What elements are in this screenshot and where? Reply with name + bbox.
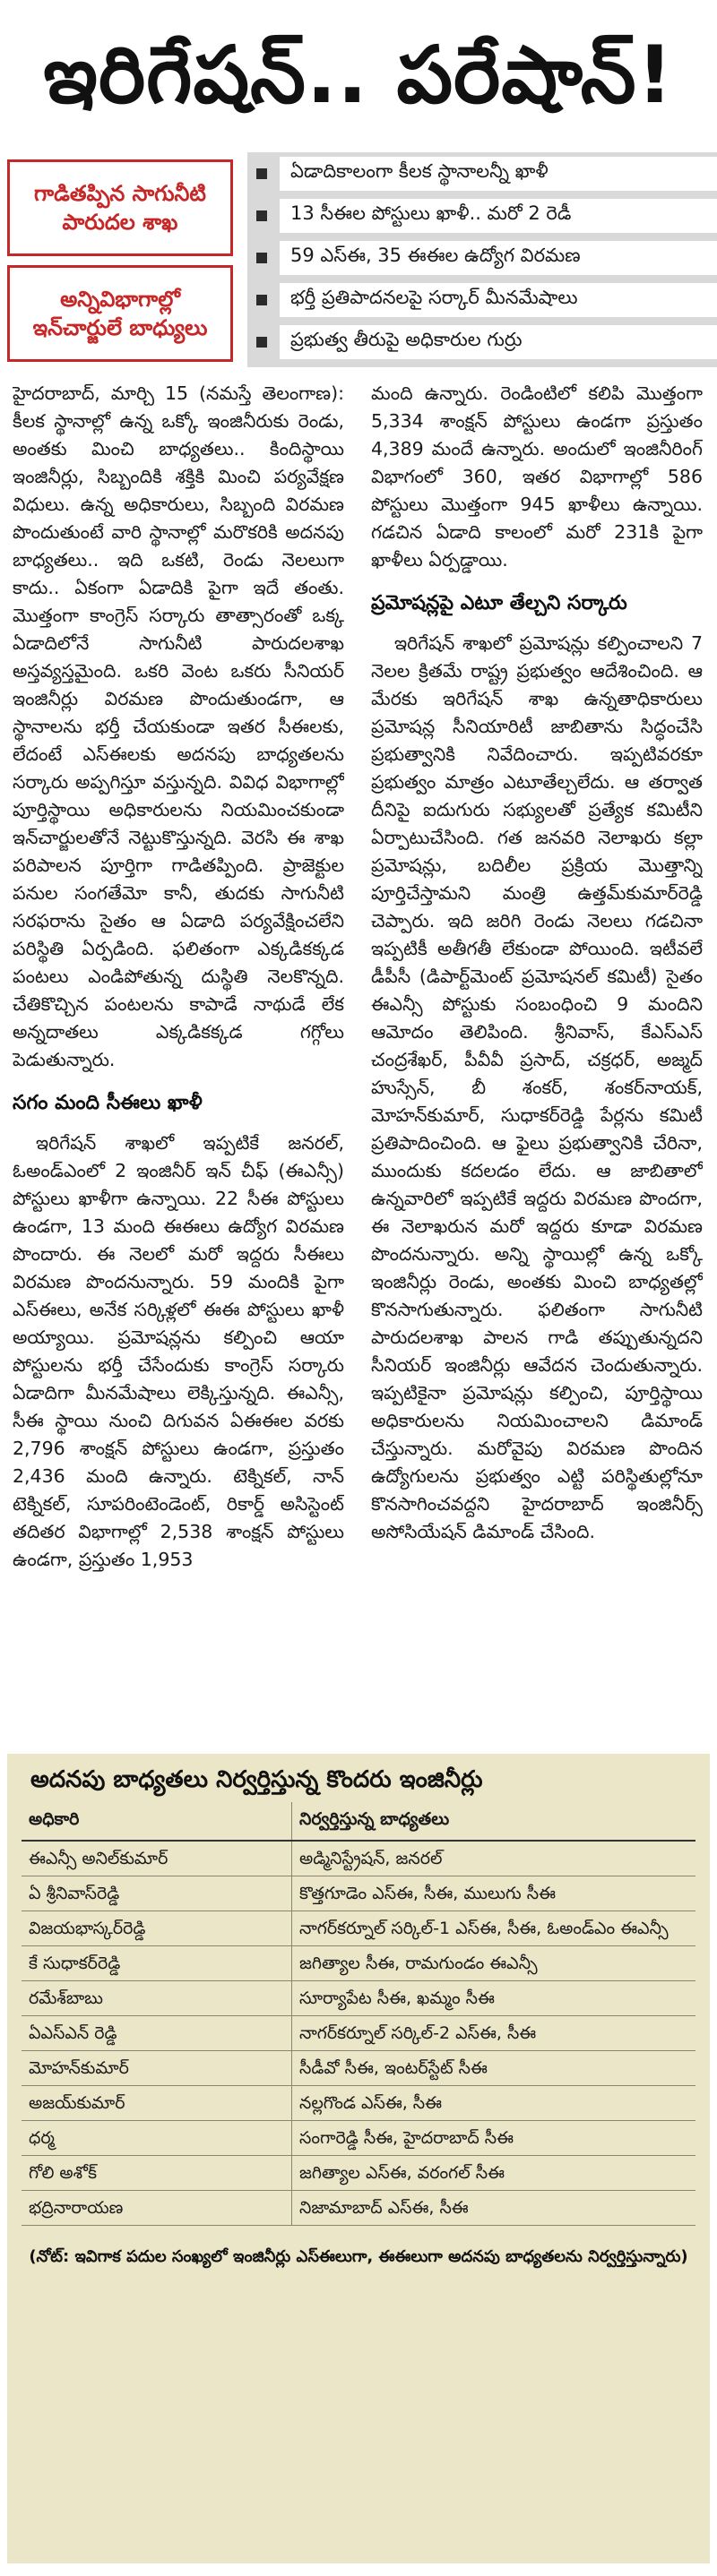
table-row <box>22 2051 695 2086</box>
highlight-tags <box>0 152 240 367</box>
officer-cell: అజయ్‌కుమార్‌ <box>22 2086 292 2121</box>
bullet-text: ఏడాదికాలంగా కీలక స్థానాలన్నీ ఖాళీ <box>280 157 717 191</box>
duties-cell: సూర్యాపేట సీఈ, ఖమ్మం సీఈ <box>292 1981 696 2016</box>
table-row <box>22 2016 695 2051</box>
duties-cell: కొత్తగూడెం ఎస్‌ఈ, సీఈ, ములుగు సీఈ <box>292 1876 696 1911</box>
duties-cell: జగిత్యాల ఎస్‌ఈ, వరంగల్‌ సీఈ <box>292 2156 696 2191</box>
headline: ఇరిగేషన్.. పరేషాన్! <box>43 29 674 121</box>
officer-cell: ఈఎన్సీ అనిల్‌కుమార్‌ <box>22 1841 292 1876</box>
additional-duties-box <box>7 1754 710 2563</box>
square-bullet-icon <box>256 210 267 221</box>
bullet-item <box>247 240 717 276</box>
table-row <box>22 1911 695 1946</box>
article-paragraph: హైదరాబాద్, మార్చి 15 (నమస్తే తెలంగాణ): కీలక స్థానాల్లో ఉన్న ఒక్కో ఇంజినీరుకు రెండు, అంతకు మించి బాధ్యతలు.. కిందిస్థాయి ఇంజినీర్లు, సిబ్బందికి శక్తికి మించి పర్యవేక్షణ విధులు. ఉన్న అధికారులు, సిబ్బంది విరమణ పొందుతుంటే వారి స్థానాల్లో మరొకరికి అదనపు బాధ్యతలు.. ఇది ఒకటి, రెండు నెలలుగా కాదు.. ఏకంగా ఏడాదికి పైగా ఇదే తంతు. మొత్తంగా కాంగ్రెస్‌ సర్కారు తాత్సారంతో ఒక్క ఏడాదిలోనే సాగునీటి పారుదలశాఖ అస్తవ్యస్తమైంది. ఒకరి వెంట ఒకరు సీనియర్‌ ఇంజినీర్లు విరమణ పొందుతుండగా, ఆ స్థానాలను భర్తీ చేయకుండా ఇతర సీఈలకు, లేదంటే ఎస్‌ఈలకు అదనపు బాధ్యతలను సర్కారు అప్పగిస్తూ వస్తున్నది. వివిధ విభాగాల్లో పూర్తిస్థాయి అధికారులను నియమించకుండా ఇన్‌చార్జులతోనే నెట్టుకొస్తున్నది. వెరసి ఈ శాఖ పరిపాలన పూర్తిగా గాడితప్పింది. ప్రాజెక్టుల పనుల సంగతేమో కానీ, తుదకు సాగునీటి సరఫరాను సైతం ఆ ఏడాది పర్యవేక్షించలేని పరిస్థితి ఏర్పడింది. ఫలితంగా ఎక్కడికక్కడ పంటలు ఎండిపోతున్న దుస్థితి నెలకొన్నది. చేతికొచ్చిన పంటలను కాపాడే నాథుడే లేక అన్నదాతలు ఎక్కడికక్కడ గగ్గోలు పెడుతున్నారు. <box>13 382 344 1070</box>
duties-cell: నాగర్‌కర్నూల్‌ సర్కిల్‌-1 ఎస్‌ఈ, సీఈ, ఓఅండ్‌ఎం ఈఎన్సీ <box>292 1911 696 1946</box>
officer-cell: ఏఎస్‌ఎన్‌ రెడ్డి <box>22 2016 292 2051</box>
table-row <box>22 1841 695 1876</box>
highlight-tag: అన్నివిభాగాల్లో ఇన్‌చార్జులే బాధ్యులు <box>7 265 233 362</box>
square-bullet-icon <box>256 253 267 263</box>
officer-cell: గోలి అశోక్‌ <box>22 2156 292 2191</box>
officer-cell: ఏ శ్రీనివాస్‌రెడ్డి <box>22 1876 292 1911</box>
table-row <box>22 2086 695 2121</box>
table-row <box>22 1981 695 2016</box>
officer-cell: రమేశ్‌బాబు <box>22 1981 292 2016</box>
duties-cell: నిజామాబాద్‌ ఎస్‌ఈ, సీఈ <box>292 2191 696 2226</box>
officer-cell: కే సుధాకర్‌రెడ్డి <box>22 1946 292 1981</box>
duties-table <box>22 1802 695 2226</box>
table-row <box>22 1876 695 1911</box>
table-title: అదనపు బాధ్యతలు నిర్వర్తిస్తున్న కొందరు ఇంజినీర్లు <box>30 1766 483 1793</box>
table-header-row <box>22 1802 695 1841</box>
duties-cell: సంగారెడ్డి సీఈ, హైదరాబాద్‌ సీఈ <box>292 2121 696 2156</box>
column-header-duties: నిర్వర్తిస్తున్న బాధ్యతలు <box>292 1802 696 1841</box>
officer-cell: విజయభాస్కర్‌రెడ్డి <box>22 1911 292 1946</box>
table-row <box>22 2156 695 2191</box>
article-column-left <box>13 380 344 1729</box>
bullet-text: 59 ఎస్‌ఈ, 35 ఈఈల ఉద్యోగ విరమణ <box>280 241 717 275</box>
duties-cell: జగిత్యాల సీఈ, రామగుండం ఈఎన్సీ <box>292 1946 696 1981</box>
bullet-text: ప్రభుత్వ తీరుపై అధికారుల గుర్రు <box>280 325 717 359</box>
bullet-item <box>247 324 717 360</box>
bullet-item <box>247 198 717 234</box>
duties-cell: అడ్మినిస్ట్రేషన్‌, జనరల్‌ <box>292 1841 696 1876</box>
officer-cell: ధర్మ <box>22 2121 292 2156</box>
summary-banner <box>0 152 717 367</box>
article-paragraph: మంది ఉన్నారు. రెండింటిలో కలిపి మొత్తంగా 5,334 శాంక్షన్‌ పోస్టులు ఉండగా ప్రస్తుతం 4,389 మందే ఉన్నారు. అందులో ఇంజినీరింగ్‌ విభాగంలో 360, ఇతర విభాగాల్లో 586 పోస్టులు మొత్తంగా 945 ఖాళీలు ఉన్నాయి. గడచిన ఏడాది కాలంలో మరో 231కి పైగా ఖాళీలు ఏర్పడ్డాయి. <box>371 382 703 571</box>
section-subheading: ప్రమోషన్లపై ఎటూ తేల్చని సర్కారు <box>371 592 627 614</box>
table-row <box>22 2121 695 2156</box>
bullet-item <box>247 282 717 318</box>
bullet-text: 13 సీఈల పోస్టులు ఖాళీ.. మరో 2 రెడీ <box>280 199 717 233</box>
duties-cell: సీడీవో సీఈ, ఇంటర్‌స్టేట్‌ సీఈ <box>292 2051 696 2086</box>
bullet-item <box>247 156 717 192</box>
bullet-text: భర్తీ ప్రతిపాదనలపై సర్కార్‌ మీనమేషాలు <box>280 283 717 317</box>
article-paragraph: ఇరిగేషన్‌ శాఖలో ఇప్పటికే జనరల్, ఓఅండ్‌ఎంలో 2 ఇంజినీర్‌ ఇన్‌ చీఫ్‌ (ఈఎన్సీ) పోస్టులు ఖాళీగా ఉన్నాయి. 22 సీఈ పోస్టులు ఉండగా, 13 మంది ఈఈలు ఉద్యోగ విరమణ పొందారు. ఈ నెలలో మరో ఇద్దరు సీఈలు విరమణ పొందనున్నారు. 59 మందికి పైగా ఎస్‌ఈలు, అనేక సర్కిళ్లలో ఈఈ పోస్టులు ఖాళీ అయ్యాయి. ప్రమోషన్లను కల్పించి ఆయా పోస్టులను భర్తీ చేసేందుకు కాంగ్రెస్‌ సర్కారు ఏడాదిగా మీనమేషాలు లెక్కిస్తున్నది. ఈఎన్సీ, సీఈ స్థాయి నుంచి దిగువన ఏఈఈల వరకు 2,796 శాంక్షన్‌ పోస్టులు ఉండగా, ప్రస్తుతం 2,436 మంది ఉన్నారు. టెక్నికల్, నాన్‌ టెక్నికల్, సూపరింటెండెంట్, రికార్డ్‌ అసిస్టెంట్‌ తదితర విభాగాల్లో 2,538 శాంక్షన్‌ పోస్టులు ఉండగా, ప్రస్తుతం 1,953 <box>13 1132 344 1570</box>
officer-cell: మోహన్‌కుమార్‌ <box>22 2051 292 2086</box>
bullet-list <box>247 152 717 367</box>
officer-cell: భద్రినారాయణ <box>22 2191 292 2226</box>
section-subheading: సగం మంది సీఈలు ఖాళీ <box>13 1092 203 1114</box>
highlight-tag: గాడితప్పిన సాగునీటి పారుదల శాఖ <box>7 159 233 256</box>
square-bullet-icon <box>256 168 267 179</box>
square-bullet-icon <box>256 337 267 348</box>
duties-cell: నాగర్‌కర్నూల్‌ సర్కిల్‌-2 ఎస్‌ఈ, సీఈ <box>292 2016 696 2051</box>
article-column-right <box>371 380 703 1729</box>
table-footnote: (నోట్‌: ఇవిగాక పదుల సంఖ్యలో ఇంజినీర్లు ఎస్‌ఈలుగా, ఈఈలుగా అదనపు బాధ్యతలను నిర్వర్తిస్తున్నారు) <box>29 2247 688 2266</box>
table-row <box>22 2191 695 2226</box>
table-row <box>22 1946 695 1981</box>
square-bullet-icon <box>256 295 267 305</box>
column-header-officer: అధికారి <box>22 1802 292 1841</box>
article-paragraph: ఇరిగేషన్‌ శాఖలో ప్రమోషన్లు కల్పించాలని 7 నెలల క్రితమే రాష్ట్ర ప్రభుత్వం ఆదేశించింది. ఆ మేరకు ఇరిగేషన్‌ శాఖ ఉన్నతాధికారులు ప్రమోషన్ల సీనియారిటీ జాబితాను సిద్ధంచేసి ప్రభుత్వానికి నివేదించారు. ఇప్పటివరకూ ప్రభుత్వం మాత్రం ఎటూతేల్చలేదు. ఆ తర్వాత దీనిపై ఐదుగురు సభ్యులతో ప్రత్యేక కమిటీని ఏర్పాటుచేసింది. గత జనవరి నెలాఖరు కల్లా ప్రమోషన్లు, బదిలీల ప్రక్రియ మొత్తాన్ని పూర్తిచేస్తామని మంత్రి ఉత్తమ్‌కుమార్‌రెడ్డి చెప్పారు. ఇది జరిగి రెండు నెలలు గడచినా ఇప్పటికీ అతీగతీ లేకుండా పోయింది. ఇటీవలే డీపీసీ (డిపార్ట్‌మెంట్‌ ప్రమోషనల్‌ కమిటీ) సైతం ఈఎన్సీ పోస్టుకు సంబంధించి 9 మందిని ఆమోదం తెలిపింది. శ్రీనివాస్, కేఎస్‌ఎస్‌ చంద్రశేఖర్, పీవీవీ ప్రసాద్, చక్రధర్, అజ్మద్‌ హుస్సేన్, బీ శంకర్, శంకర్‌నాయక్, మోహన్‌కుమార్, సుధాకర్‌రెడ్డి పేర్లను కమిటీ ప్రతిపాదించింది. ఆ ఫైలు ప్రభుత్వానికి చేరినా, ముందుకు కదలడం లేదు. ఆ జాబితాలో ఉన్నవారిలో ఇప్పటికే ఇద్దరు విరమణ పొందగా, ఈ నెలాఖరున మరో ఇద్దరు కూడా విరమణ పొందనున్నారు. అన్ని స్థాయిల్లో ఉన్న ఒక్కో ఇంజినీర్లు రెండు, అంతకు మించి బాధ్యతల్లో కొనసాగుతున్నారు. ఫలితంగా సాగునీటి పారుదలశాఖ పాలన గాడి తప్పుతున్నదని సీనియర్‌ ఇంజినీర్లు ఆవేదన చెందుతున్నారు. ఇప్పటికైనా ప్రమోషన్లు కల్పించి, పూర్తిస్థాయి అధికారులను నియమించాలని డిమాండ్‌ చేస్తున్నారు. మరోవైపు విరమణ పొందిన ఉద్యోగులను ప్రభుత్వం ఎట్టి పరిస్థితుల్లోనూ కొనసాగించవద్దని హైదరాబాద్‌ ఇంజినీర్స్‌ అసోసియేషన్‌ డిమాండ్‌ చేసింది. <box>371 632 703 1542</box>
duties-cell: నల్లగొండ ఎస్‌ఈ, సీఈ <box>292 2086 696 2121</box>
